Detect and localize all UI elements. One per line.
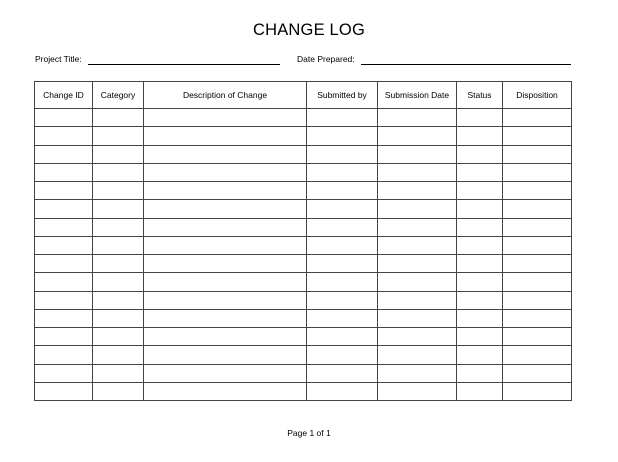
submission-date-cell[interactable] — [378, 236, 457, 254]
submission-date-cell[interactable] — [378, 163, 457, 181]
table-header-row — [35, 82, 572, 109]
description-cell[interactable] — [144, 309, 307, 327]
change-log-table — [34, 81, 572, 401]
submission-date-cell[interactable] — [378, 291, 457, 309]
column-header-description: Description of Change — [144, 82, 307, 109]
submitted-by-cell[interactable] — [307, 346, 378, 364]
column-header-disposition: Disposition — [503, 82, 572, 109]
submission-date-cell[interactable] — [378, 346, 457, 364]
submitted-by-cell[interactable] — [307, 364, 378, 382]
status-cell[interactable] — [457, 236, 503, 254]
table-row — [35, 163, 572, 181]
disposition-cell[interactable] — [503, 346, 572, 364]
submission-date-cell[interactable] — [378, 200, 457, 218]
table-row — [35, 328, 572, 346]
description-cell[interactable] — [144, 163, 307, 181]
category-cell[interactable] — [93, 328, 144, 346]
table-row — [35, 182, 572, 200]
description-cell[interactable] — [144, 255, 307, 273]
status-cell[interactable] — [457, 291, 503, 309]
category-cell[interactable] — [93, 182, 144, 200]
submitted-by-cell[interactable] — [307, 109, 378, 127]
disposition-cell[interactable] — [503, 382, 572, 400]
submission-date-cell[interactable] — [378, 328, 457, 346]
submission-date-cell[interactable] — [378, 382, 457, 400]
submitted-by-cell[interactable] — [307, 200, 378, 218]
change-id-cell[interactable] — [35, 236, 93, 254]
change-id-cell[interactable] — [35, 109, 93, 127]
category-cell[interactable] — [93, 273, 144, 291]
category-cell[interactable] — [93, 145, 144, 163]
table-row — [35, 346, 572, 364]
status-cell[interactable] — [457, 127, 503, 145]
category-cell[interactable] — [93, 109, 144, 127]
disposition-cell[interactable] — [503, 127, 572, 145]
change-id-cell[interactable] — [35, 255, 93, 273]
status-cell[interactable] — [457, 364, 503, 382]
category-cell[interactable] — [93, 218, 144, 236]
disposition-cell[interactable] — [503, 273, 572, 291]
change-id-cell[interactable] — [35, 127, 93, 145]
disposition-cell[interactable] — [503, 182, 572, 200]
submission-date-cell[interactable] — [378, 273, 457, 291]
description-cell[interactable] — [144, 364, 307, 382]
description-cell[interactable] — [144, 273, 307, 291]
category-cell[interactable] — [93, 255, 144, 273]
status-cell[interactable] — [457, 328, 503, 346]
disposition-cell[interactable] — [503, 200, 572, 218]
date-prepared-label: Date Prepared: — [297, 54, 355, 64]
description-cell[interactable] — [144, 291, 307, 309]
description-cell[interactable] — [144, 328, 307, 346]
submission-date-cell[interactable] — [378, 218, 457, 236]
submission-date-cell[interactable] — [378, 182, 457, 200]
date-prepared-field[interactable] — [361, 64, 571, 65]
submitted-by-cell[interactable] — [307, 236, 378, 254]
disposition-cell[interactable] — [503, 109, 572, 127]
document-title: CHANGE LOG — [252, 21, 366, 39]
disposition-cell[interactable] — [503, 309, 572, 327]
category-cell[interactable] — [93, 291, 144, 309]
disposition-cell[interactable] — [503, 236, 572, 254]
submitted-by-cell[interactable] — [307, 255, 378, 273]
submission-date-cell[interactable] — [378, 109, 457, 127]
table-row — [35, 145, 572, 163]
table-row — [35, 255, 572, 273]
submitted-by-cell[interactable] — [307, 382, 378, 400]
disposition-cell[interactable] — [503, 364, 572, 382]
disposition-cell[interactable] — [503, 163, 572, 181]
category-cell[interactable] — [93, 364, 144, 382]
category-cell[interactable] — [93, 236, 144, 254]
category-cell[interactable] — [93, 309, 144, 327]
table-body — [35, 109, 572, 401]
column-header-status: Status — [457, 82, 503, 109]
column-header-submitted-by: Submitted by — [307, 82, 378, 109]
status-cell[interactable] — [457, 273, 503, 291]
description-cell[interactable] — [144, 109, 307, 127]
description-cell[interactable] — [144, 127, 307, 145]
submitted-by-cell[interactable] — [307, 273, 378, 291]
status-cell[interactable] — [457, 309, 503, 327]
submitted-by-cell[interactable] — [307, 145, 378, 163]
page-number: Page 1 of 1 — [287, 428, 331, 438]
submitted-by-cell[interactable] — [307, 218, 378, 236]
submission-date-cell[interactable] — [378, 309, 457, 327]
change-id-cell[interactable] — [35, 328, 93, 346]
submission-date-cell[interactable] — [378, 255, 457, 273]
table-row — [35, 309, 572, 327]
change-id-cell[interactable] — [35, 364, 93, 382]
description-cell[interactable] — [144, 145, 307, 163]
submitted-by-cell[interactable] — [307, 328, 378, 346]
submission-date-cell[interactable] — [378, 127, 457, 145]
description-cell[interactable] — [144, 382, 307, 400]
disposition-cell[interactable] — [503, 291, 572, 309]
status-cell[interactable] — [457, 182, 503, 200]
description-cell[interactable] — [144, 200, 307, 218]
change-id-cell[interactable] — [35, 200, 93, 218]
change-id-cell[interactable] — [35, 145, 93, 163]
table-row — [35, 200, 572, 218]
status-cell[interactable] — [457, 200, 503, 218]
change-id-cell[interactable] — [35, 163, 93, 181]
change-id-cell[interactable] — [35, 382, 93, 400]
status-cell[interactable] — [457, 109, 503, 127]
submitted-by-cell[interactable] — [307, 127, 378, 145]
description-cell[interactable] — [144, 218, 307, 236]
submitted-by-cell[interactable] — [307, 182, 378, 200]
table-row — [35, 382, 572, 400]
project-title-label: Project Title: — [35, 54, 82, 64]
status-cell[interactable] — [457, 145, 503, 163]
category-cell[interactable] — [93, 382, 144, 400]
status-cell[interactable] — [457, 382, 503, 400]
change-id-cell[interactable] — [35, 291, 93, 309]
disposition-cell[interactable] — [503, 145, 572, 163]
table-row — [35, 127, 572, 145]
description-cell[interactable] — [144, 346, 307, 364]
status-cell[interactable] — [457, 218, 503, 236]
category-cell[interactable] — [93, 346, 144, 364]
table-row — [35, 364, 572, 382]
change-id-cell[interactable] — [35, 218, 93, 236]
disposition-cell[interactable] — [503, 328, 572, 346]
table-row — [35, 291, 572, 309]
submitted-by-cell[interactable] — [307, 309, 378, 327]
table-row — [35, 273, 572, 291]
disposition-cell[interactable] — [503, 218, 572, 236]
table-row — [35, 109, 572, 127]
status-cell[interactable] — [457, 346, 503, 364]
change-id-cell[interactable] — [35, 182, 93, 200]
column-header-change-id: Change ID — [35, 82, 93, 109]
description-cell[interactable] — [144, 182, 307, 200]
table-row — [35, 236, 572, 254]
submission-date-cell[interactable] — [378, 145, 457, 163]
change-id-cell[interactable] — [35, 309, 93, 327]
column-header-category: Category — [93, 82, 144, 109]
project-title-field[interactable] — [88, 64, 280, 65]
description-cell[interactable] — [144, 236, 307, 254]
change-id-cell[interactable] — [35, 273, 93, 291]
column-header-submission-date: Submission Date — [378, 82, 457, 109]
change-id-cell[interactable] — [35, 346, 93, 364]
category-cell[interactable] — [93, 163, 144, 181]
submission-date-cell[interactable] — [378, 364, 457, 382]
status-cell[interactable] — [457, 163, 503, 181]
table-row — [35, 218, 572, 236]
disposition-cell[interactable] — [503, 255, 572, 273]
category-cell[interactable] — [93, 127, 144, 145]
submitted-by-cell[interactable] — [307, 291, 378, 309]
submitted-by-cell[interactable] — [307, 163, 378, 181]
status-cell[interactable] — [457, 255, 503, 273]
category-cell[interactable] — [93, 200, 144, 218]
